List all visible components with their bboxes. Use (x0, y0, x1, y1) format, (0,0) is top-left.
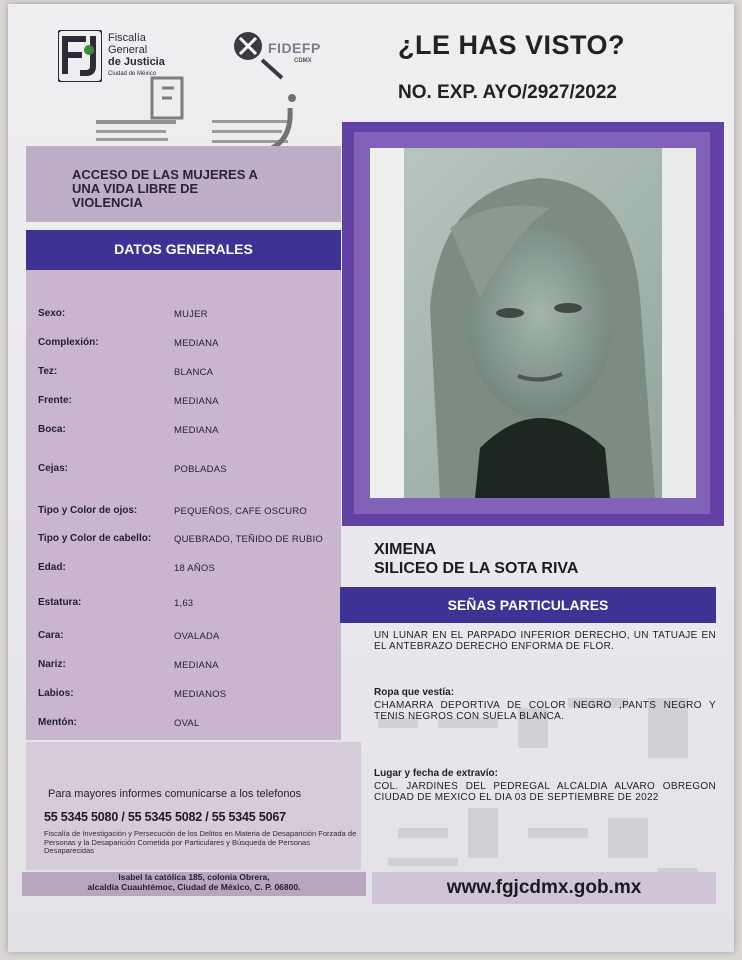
person-name (374, 540, 578, 578)
field-label-ojos: Tipo y Color de ojos: (38, 505, 138, 516)
field-value-edad: 18 AÑOS (174, 563, 216, 574)
field-value-tez: BLANCA (174, 367, 214, 378)
field-label-menton: Mentón: (38, 717, 77, 728)
place-description: COL. JARDINES DEL PEDREGAL ALCALDIA ALVARO OBREGON CIUDAD DE MEXICO EL DIA 03 DE SEPTIEMBRE DE 2022 (374, 781, 716, 803)
field-value-cejas: POBLADAS (174, 464, 227, 475)
contact-phones: 55 5345 5080 / 55 5345 5082 / 55 5345 5067 (44, 810, 286, 824)
address-line-1: Isabel la católica 185, colonia Obrera, (118, 872, 270, 882)
field-value-complexion: MEDIANA (174, 338, 219, 349)
field-label-cabello: Tipo y Color de cabello: (38, 533, 152, 544)
field-label-edad: Edad: (38, 562, 66, 573)
institution-sub: Ciudad de México (108, 71, 157, 77)
fideicomiso-title: FIDEFP (268, 40, 321, 56)
field-label-frente: Frente: (38, 395, 72, 406)
contact-lead: Para mayores informes comunicarse a los telefonos (48, 788, 302, 800)
person-first-name: XIMENA (374, 541, 437, 558)
clothing-description: CHAMARRA DEPORTIVA DE COLOR NEGRO ,PANTS NEGRO Y TENIS NEGROS CON SUELA BLANCA. (374, 700, 716, 722)
field-value-ojos: PEQUEÑOS, CAFE OSCURO (174, 506, 307, 517)
place-label: Lugar y fecha de extravío: (374, 768, 498, 779)
field-label-tez: Tez: (38, 366, 58, 377)
field-value-sexo: MUJER (174, 309, 208, 320)
field-value-cara: OVALADA (174, 631, 220, 642)
particular-signs-description: UN LUNAR EN EL PARPADO INFERIOR DERECHO, UN TATUAJE EN EL ANTEBRAZO DERECHO ENFORMA DE FLOR. (374, 630, 716, 652)
field-value-frente: MEDIANA (174, 396, 219, 407)
field-label-sexo: Sexo: (38, 308, 66, 319)
field-value-labios: MEDIANOS (174, 689, 227, 700)
access-text: ACCESO DE LAS MUJERES A UNA VIDA LIBRE DE VIOLENCIA (72, 167, 258, 210)
contact-fine-print: Fiscalía de Investigación y Persecución de los Delitos en Materia de Desaparición Forzada de Personas y la Desaparición Cometida por Particulares y Búsqueda de Personas Desaparecidas (44, 829, 357, 855)
field-label-cejas: Cejas: (38, 463, 69, 474)
poster-headline: ¿LE HAS VISTO? (398, 30, 626, 60)
field-value-nariz: MEDIANA (174, 660, 219, 671)
field-label-cara: Cara: (38, 630, 64, 641)
field-label-estatura: Estatura: (38, 597, 82, 608)
general-data-title: DATOS GENERALES (114, 241, 253, 257)
field-label-nariz: Nariz: (38, 659, 66, 670)
institution-line-3: de Justicia (108, 56, 165, 68)
address-line-2: alcaldía Cuauhtémoc, Ciudad de México, C. P. 06800. (87, 882, 301, 892)
clothing-label: Ropa que vestía: (374, 687, 455, 698)
field-label-labios: Labios: (38, 688, 74, 699)
address (22, 872, 366, 892)
field-value-estatura: 1,63 (174, 598, 194, 609)
person-photo (370, 148, 696, 498)
field-value-menton: OVAL (174, 718, 200, 729)
institution-line-1: Fiscalía (108, 32, 146, 44)
field-value-cabello: QUEBRADO, TEÑIDO DE RUBIO (174, 534, 323, 545)
institution-line-2: General (108, 44, 148, 56)
website-url: www.fgjcdmx.gob.mx (446, 877, 642, 898)
field-value-boca: MEDIANA (174, 425, 219, 436)
field-label-complexion: Complexión: (38, 337, 99, 348)
person-last-names: SILICEO DE LA SOTA RIVA (374, 560, 579, 577)
case-number: NO. EXP. AYO/2927/2022 (398, 82, 618, 103)
particular-signs-title: SEÑAS PARTICULARES (447, 597, 609, 613)
field-label-boca: Boca: (38, 424, 66, 435)
fideicomiso-sub: CDMX (294, 58, 312, 64)
